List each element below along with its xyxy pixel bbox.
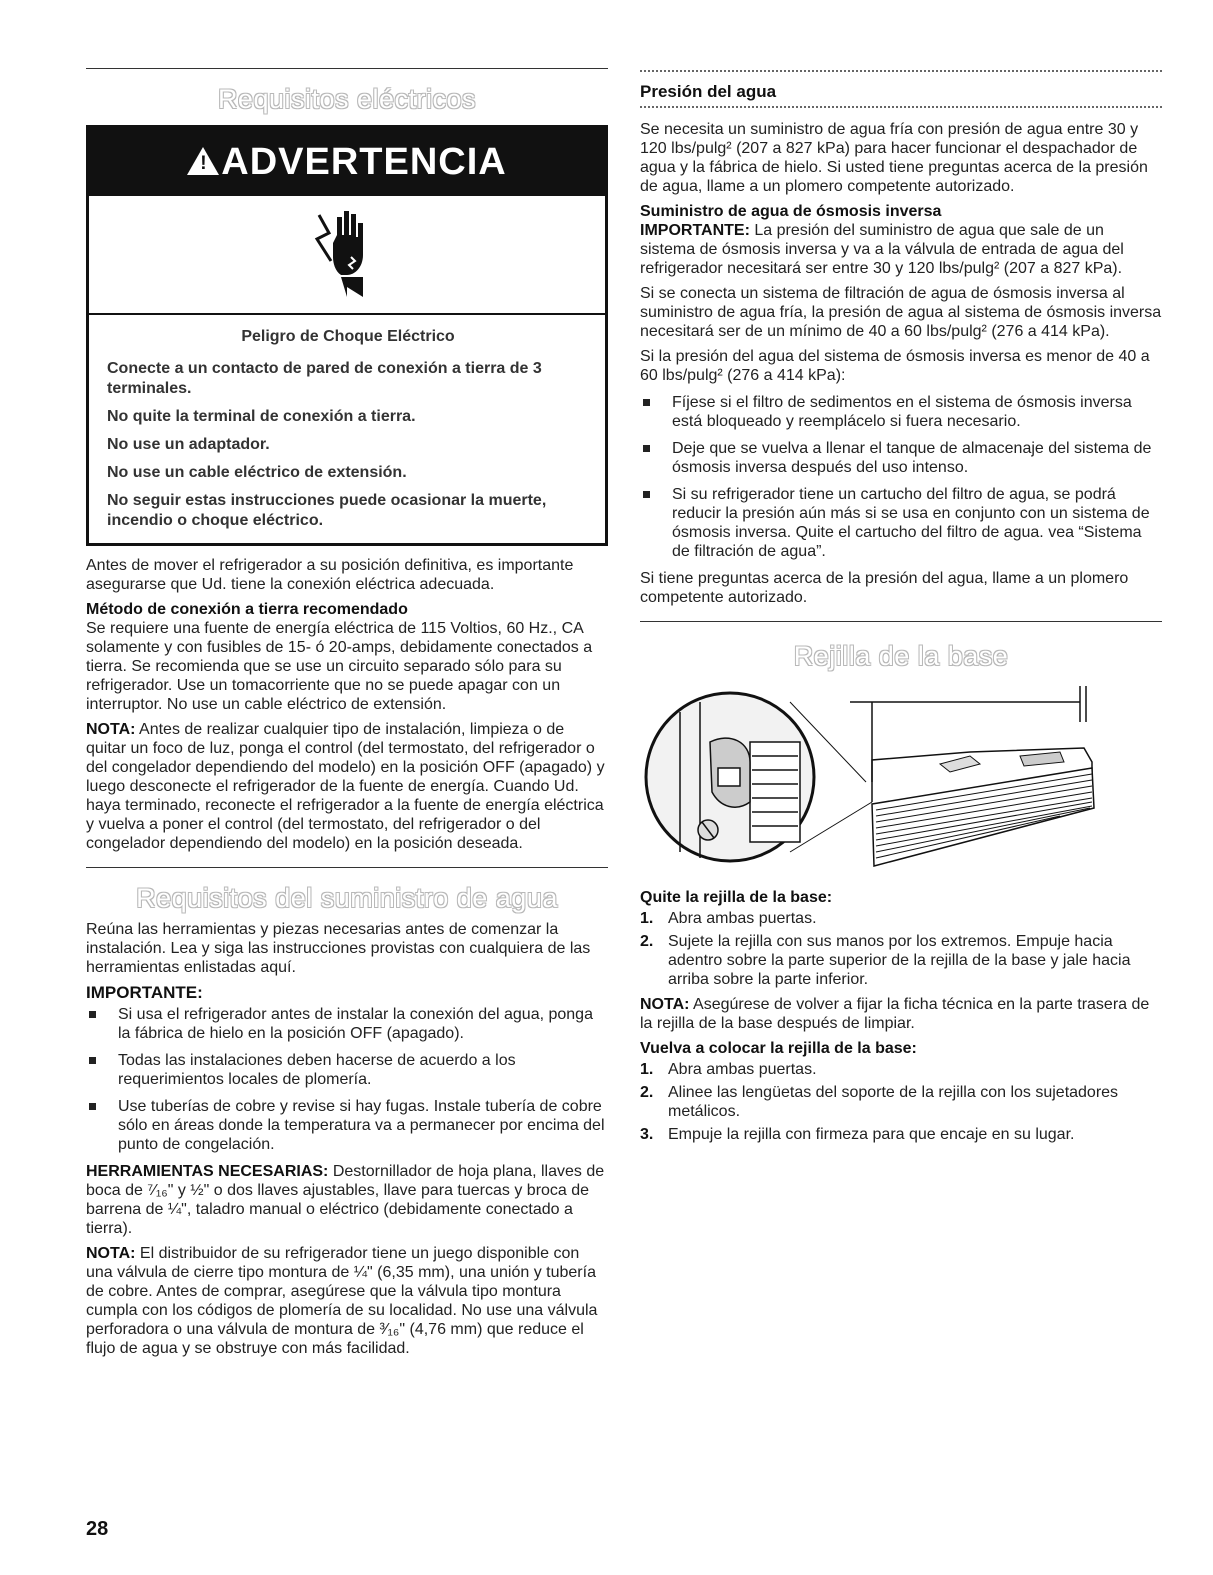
list-item: Si usa el refrigerador antes de instalar la conexión del agua, ponga la fábrica de hielo en la posición OFF (apagado). <box>86 1005 608 1043</box>
list-item: Deje que se vuelva a llenar el tanque de almacenaje del sistema de ósmosis inversa después del uso intenso. <box>640 439 1162 477</box>
electrical-section-title: Requisitos eléctricos <box>217 84 477 114</box>
left-column <box>86 0 608 1358</box>
note-label: NOTA: <box>86 721 136 738</box>
section-divider <box>640 621 1162 622</box>
tools-paragraph <box>86 1162 608 1238</box>
warning-body <box>89 315 605 543</box>
grille-illustration <box>640 682 1162 872</box>
remove-heading: Quite la rejilla de la base: <box>640 889 833 906</box>
step-number: 2. <box>640 933 654 950</box>
step-text: Sujete la rejilla con sus manos por los extremos. Empuje hacia adentro sobre la parte superior de la rejilla de la base y jale hacia arriba sobre la parte inferior. <box>668 933 1131 988</box>
note-paragraph <box>86 1244 608 1358</box>
step-number: 1. <box>640 1061 654 1078</box>
note-label: NOTA: <box>86 1245 136 1262</box>
step-text: Abra ambas puertas. <box>668 910 817 927</box>
warning-box <box>86 125 608 546</box>
list-item <box>640 1083 1162 1121</box>
warning-header-text: ADVERTENCIA <box>221 140 507 183</box>
warning-icon-area <box>89 196 605 315</box>
grounding-paragraph: Se requiere una fuente de energía eléctrica de 115 Voltios, 60 Hz., CA solamente y con fusibles de 15- ó 20-amps, debidamente conectados a tierra. Se recomienda que se use un circuito separado sólo para su refrigerador. Use un tomacorriente que no se puede apagar con un interruptor. No use un cable eléctrico de extensión. <box>86 620 593 713</box>
note-paragraph <box>86 720 608 853</box>
ro-closing-paragraph: Si tiene preguntas acerca de la presión del agua, llame a un plomero competente autorizado. <box>640 570 1129 606</box>
note-text: El distribuidor de su refrigerador tiene un juego disponible con una válvula de cierre tipo montura de ¼" (6,35 mm), una unión y tubería de cobre. Antes de comprar, asegúrese que la válvula tipo montura cumpla con los códigos de plomería de su localidad. No use una válvula perforadora o una válvula de montura de ³⁄₁₆" (4,76 mm) que reduce el flujo de agua y se obstruye con más facilidad. <box>86 1245 598 1357</box>
ro-important-paragraph <box>640 221 1162 278</box>
grounding-heading: Método de conexión a tierra recomendado <box>86 601 408 618</box>
section-divider <box>86 68 608 69</box>
ro-heading: Suministro de agua de ósmosis inversa <box>640 203 942 220</box>
grille-section-title: Rejilla de la base <box>793 641 1009 671</box>
step-number: 2. <box>640 1084 654 1101</box>
dotted-divider <box>640 106 1162 108</box>
warning-line: Conecte a un contacto de pared de conexión a tierra de 3 terminales. <box>107 360 542 397</box>
important-label: IMPORTANTE: <box>640 222 750 239</box>
list-item: Use tuberías de cobre y revise si hay fugas. Instale tubería de cobre sólo en áreas donde la temperatura va a permanecer por encima del punto de congelación. <box>86 1097 608 1154</box>
water-intro-paragraph: Reúna las herramientas y piezas necesarias antes de comenzar la instalación. Lea y siga las instrucciones provistas con cualquiera de las herramientas enlistadas aquí. <box>86 921 591 976</box>
step-text: Abra ambas puertas. <box>668 1061 817 1078</box>
important-text: La presión del suministro de agua que sale de un sistema de ósmosis inversa y va a la válvula de entrada de agua del refrigerador necesitará ser entre 30 y 120 lbs/pulg² (207 a 827 kPa). <box>640 222 1124 277</box>
warning-title: Peligro de Choque Eléctrico <box>241 328 455 345</box>
intro-paragraph: Antes de mover el refrigerador a su posición definitiva, es importante asegurarse que Ud. tiene la conexión eléctrica adecuada. <box>86 557 574 593</box>
warning-line: No seguir estas instrucciones puede ocasionar la muerte, incendio o choque eléctrico. <box>107 492 547 529</box>
warning-line: No use un adaptador. <box>107 436 270 453</box>
tools-text: Destornillador de hoja plana, llaves de boca de ⁷⁄₁₆" y ½" o dos llaves ajustables, llave para tuercas y broca de barrena de ¼", taladro manual o eléctrico (debidamente conectado a tierra). <box>86 1163 605 1237</box>
section-divider <box>86 867 608 868</box>
step-number: 3. <box>640 1126 654 1143</box>
pressure-heading: Presión del agua <box>640 82 777 101</box>
step-number: 1. <box>640 910 654 927</box>
note-text: Asegúrese de volver a fijar la ficha técnica en la parte trasera de la rejilla de la base después de limpiar. <box>640 996 1150 1032</box>
important-heading: IMPORTANTE: <box>86 983 203 1002</box>
warning-header <box>89 128 605 196</box>
warning-line: No use un cable eléctrico de extensión. <box>107 464 407 481</box>
list-item <box>640 932 1162 989</box>
right-column <box>640 0 1162 1144</box>
replace-heading: Vuelva a colocar la rejilla de la base: <box>640 1040 917 1057</box>
ro-paragraph: Si se conecta un sistema de filtración de agua de ósmosis inversa al suministro de agua fría, la presión de agua al sistema de ósmosis inversa necesitará ser de un mínimo de 40 a 60 lbs/pulg² (276 a 414 kPa). <box>640 285 1162 340</box>
note-paragraph <box>640 995 1162 1033</box>
step-text: Empuje la rejilla con firmeza para que encaje en su lugar. <box>668 1126 1075 1143</box>
water-section-title: Requisitos del suministro de agua <box>136 883 558 913</box>
list-item <box>640 1060 1162 1079</box>
pressure-paragraph: Se necesita un suministro de agua fría con presión de agua entre 30 y 120 lbs/pulg² (207 a 827 kPa) para hacer funcionar el despachador de agua y la fábrica de hielo. Si usted tiene preguntas acerca de la presión de agua, llame a un plomero competente autorizado. <box>640 121 1148 195</box>
page-number: 28 <box>86 1518 109 1540</box>
list-item: Todas las instalaciones deben hacerse de acuerdo a los requerimientos locales de plomería. <box>86 1051 608 1089</box>
note-label: NOTA: <box>640 996 690 1013</box>
base-grille-illustration <box>640 682 1162 872</box>
list-item <box>640 909 1162 928</box>
list-item: Fíjese si el filtro de sedimentos en el sistema de ósmosis inversa está bloqueado y reemplácelo si fuera necesario. <box>640 393 1162 431</box>
note-text: Antes de realizar cualquier tipo de instalación, limpieza o de quitar un foco de luz, ponga el control (del termostato, del refrigerador o del congelador dependiendo del modelo) en la posición OFF (apagado) y luego desconecte el refrigerador de la fuente de energía. Cuando Ud. haya terminado, reconecte el refrigerador a la fuente de energía eléctrica y vuelva a poner el control (del termostato, del refrigerador o del congelador dependiendo del modelo) en la posición deseada. <box>86 721 605 852</box>
list-item <box>640 1125 1162 1144</box>
warning-triangle-icon: ! <box>187 147 219 175</box>
step-text: Alinee las lengüetas del soporte de la rejilla con los sujetadores metálicos. <box>668 1084 1119 1120</box>
list-item: Si su refrigerador tiene un cartucho del filtro de agua, se podrá reducir la presión aún más si se usa en conjunto con un sistema de ósmosis inversa. Quite el cartucho del filtro de agua. vea “Sistema de filtración de agua”. <box>640 485 1162 561</box>
dotted-divider <box>640 70 1162 72</box>
warning-line: No quite la terminal de conexión a tierra. <box>107 408 416 425</box>
ro-paragraph: Si la presión del agua del sistema de ósmosis inversa es menor de 40 a 60 lbs/pulg² (276 a 414 kPa): <box>640 348 1150 384</box>
electric-shock-hand-icon <box>307 205 387 305</box>
tools-label: HERRAMIENTAS NECESARIAS: <box>86 1163 329 1180</box>
